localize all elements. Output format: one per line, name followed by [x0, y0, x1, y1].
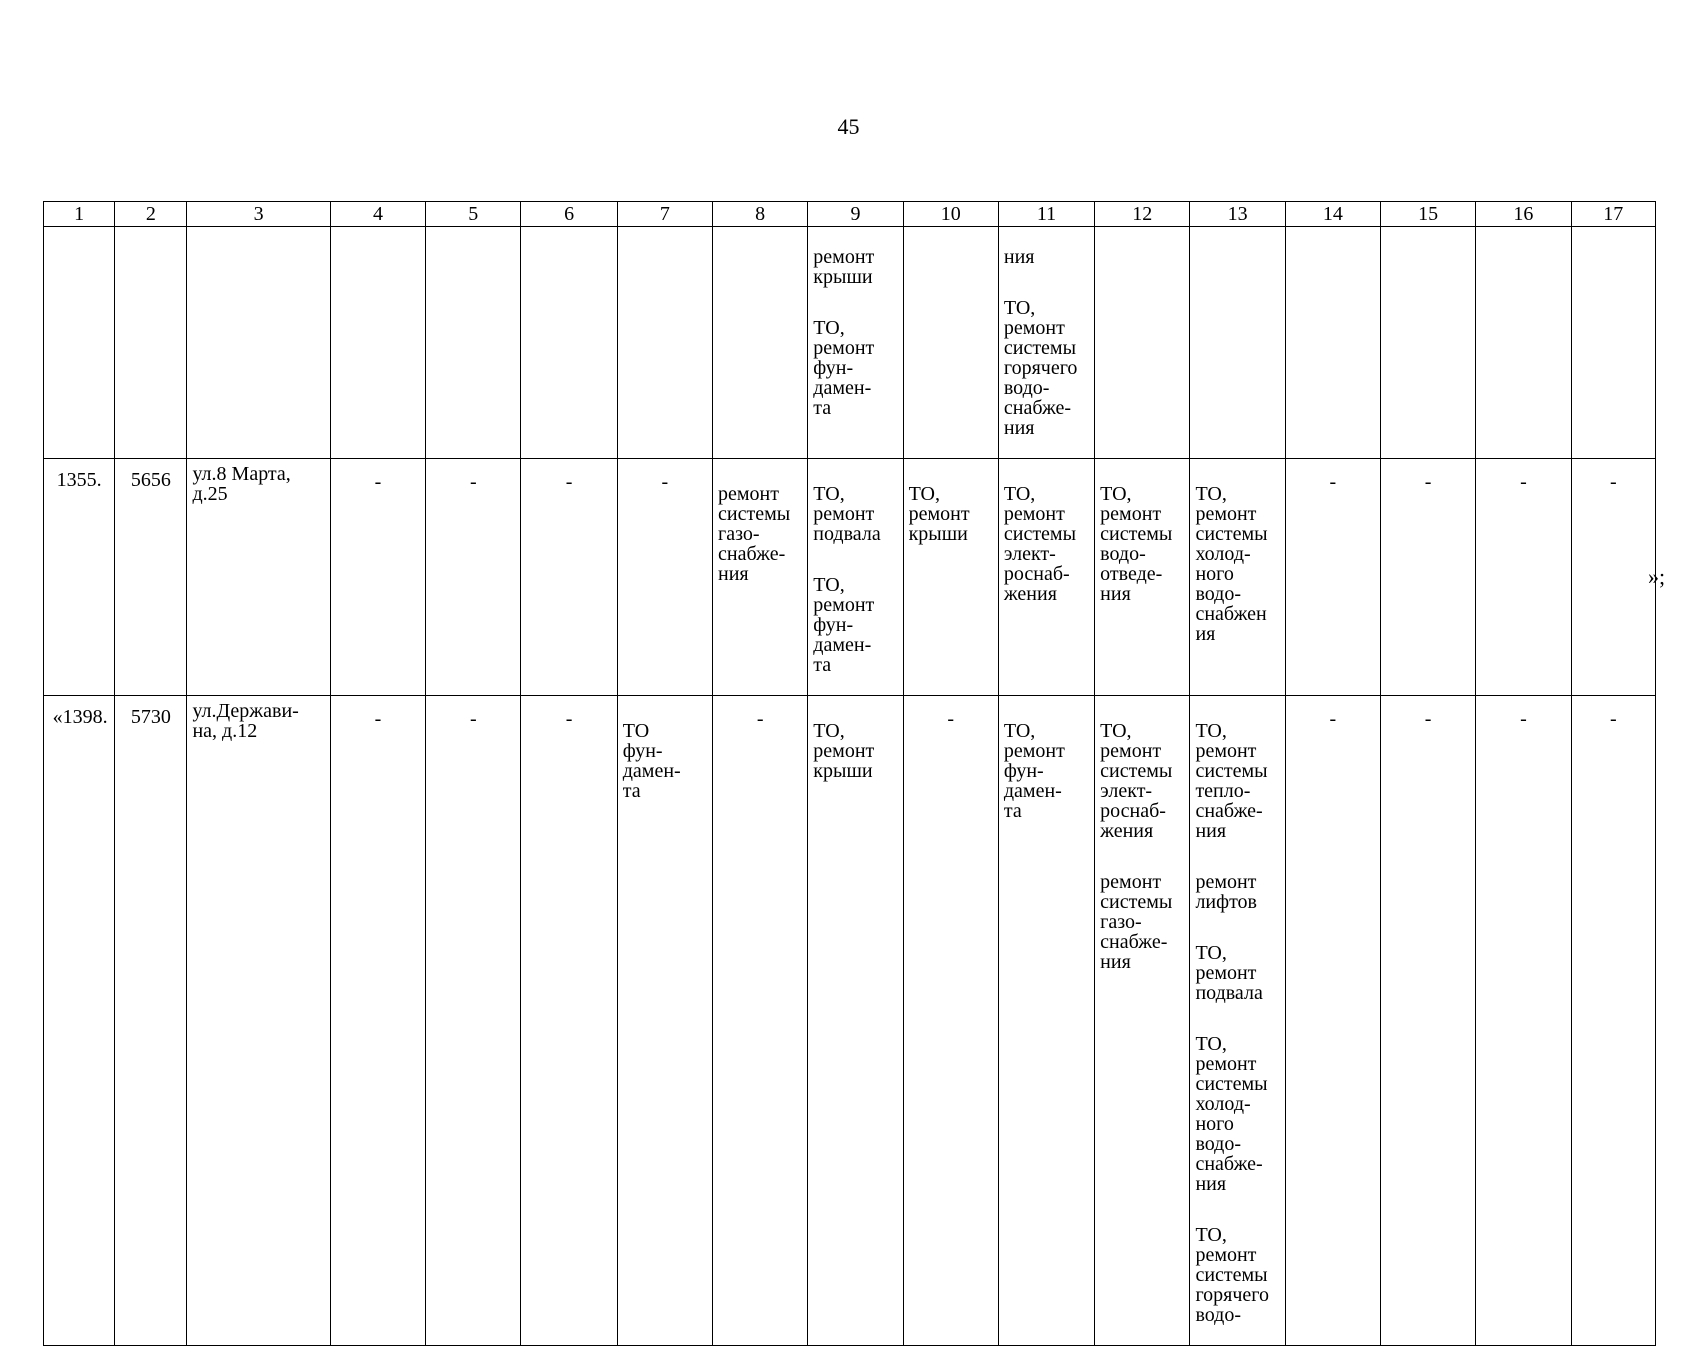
page-number: 45 [837, 114, 860, 139]
table-row [44, 696, 1656, 1346]
column-header: 5 [426, 202, 521, 227]
column-header: 8 [713, 202, 808, 227]
table-cell [808, 459, 903, 696]
table-cell [44, 227, 115, 459]
table-cell: - [426, 696, 521, 1346]
table-cell [713, 227, 808, 459]
table-cell [1285, 227, 1380, 459]
table-cell: - [330, 459, 425, 696]
work-item: ТО, ремонт крыши [813, 720, 875, 782]
row-number: «1398. [44, 696, 115, 1346]
column-header: 14 [1285, 202, 1380, 227]
column-number-header-row [44, 202, 1656, 227]
row-number: 1355. [44, 459, 115, 696]
work-item: ТО, ремонт подвала [813, 483, 881, 545]
column-header: 17 [1571, 202, 1655, 227]
repair-schedule-table [43, 201, 1656, 1346]
work-item: ТО, ремонт системы горячего водо- снабже- ния [1003, 297, 1078, 439]
table-cell: - [1571, 459, 1655, 696]
table-row [44, 227, 1656, 459]
table-cell [1190, 227, 1285, 459]
table-cell [808, 227, 903, 459]
table-cell [187, 227, 330, 459]
address: ул.8 Марта, д.25 [187, 459, 330, 696]
work-item: ТО, ремонт подвала [1195, 942, 1263, 1004]
work-item: ТО, ремонт фун- дамен- та [1003, 720, 1065, 822]
table-cell: - [1476, 459, 1571, 696]
table-cell: - [521, 696, 617, 1346]
table-cell [617, 227, 712, 459]
work-item: ремонт лифтов [1195, 871, 1257, 913]
work-item: ния [1003, 246, 1035, 268]
table-cell [1190, 696, 1285, 1346]
table-cell [521, 227, 617, 459]
table-cell [1381, 227, 1476, 459]
column-header: 13 [1190, 202, 1285, 227]
table-cell: - [617, 459, 712, 696]
table-cell [998, 459, 1094, 696]
work-item: ремонт системы газо- снабже- ния [718, 483, 791, 585]
work-item: ТО, ремонт системы водо- отведе- ния [1100, 483, 1173, 605]
column-header: 11 [998, 202, 1094, 227]
column-header: 9 [808, 202, 903, 227]
table-cell [1190, 459, 1285, 696]
work-item: ТО, ремонт системы холод- ного водо- снабже- ния [1195, 1033, 1268, 1195]
table-cell [1095, 459, 1190, 696]
work-item: ТО, ремонт системы элект- роснаб- жения [1003, 483, 1077, 605]
table-cell [1095, 696, 1190, 1346]
table-cell [1095, 227, 1190, 459]
work-item: ТО, ремонт фун- дамен- та [813, 317, 875, 419]
table-cell: - [1571, 696, 1655, 1346]
table-cell: - [1381, 459, 1476, 696]
column-header: 15 [1381, 202, 1476, 227]
column-header: 7 [617, 202, 712, 227]
work-item: ТО, ремонт системы элект- роснаб- жения [1100, 720, 1173, 842]
table-cell: - [1381, 696, 1476, 1346]
work-item: ремонт системы газо- снабже- ния [1100, 871, 1173, 973]
address: ул.Держави- на, д.12 [187, 696, 330, 1346]
table-cell [808, 696, 903, 1346]
table-cell: - [426, 459, 521, 696]
table-cell [1571, 227, 1655, 459]
work-item: ТО, ремонт фун- дамен- та [813, 574, 875, 676]
table-cell [1476, 227, 1571, 459]
table-row [44, 459, 1656, 696]
table-cell: - [903, 696, 998, 1346]
closing-quote: »; [1648, 564, 1666, 589]
column-header: 2 [115, 202, 187, 227]
table-cell [115, 227, 187, 459]
work-item: ТО, ремонт системы горячего водо- [1195, 1224, 1269, 1326]
table-cell [998, 696, 1094, 1346]
table-cell: - [521, 459, 617, 696]
column-header: 12 [1095, 202, 1190, 227]
column-header: 6 [521, 202, 617, 227]
object-code: 5730 [115, 696, 187, 1346]
table-cell [330, 227, 425, 459]
table-cell [998, 227, 1094, 459]
table-cell: - [1285, 696, 1380, 1346]
table-cell: - [1476, 696, 1571, 1346]
table-cell [426, 227, 521, 459]
column-header: 10 [903, 202, 998, 227]
work-item: ТО, ремонт крыши [908, 483, 970, 545]
table-cell [903, 227, 998, 459]
table-cell: - [1285, 459, 1380, 696]
work-item: ремонт крыши [813, 246, 875, 288]
table-cell [713, 459, 808, 696]
object-code: 5656 [115, 459, 187, 696]
column-header: 1 [44, 202, 115, 227]
table-cell: - [713, 696, 808, 1346]
table-cell [617, 696, 712, 1346]
table-cell: - [330, 696, 425, 1346]
column-header: 3 [187, 202, 330, 227]
work-item: ТО фун- дамен- та [622, 720, 681, 802]
work-item: ТО, ремонт системы холод- ного водо- снабжен ия [1195, 483, 1268, 645]
column-header: 4 [330, 202, 425, 227]
column-header: 16 [1476, 202, 1571, 227]
table-cell [903, 459, 998, 696]
work-item: ТО, ремонт системы тепло- снабже- ния [1195, 720, 1268, 842]
